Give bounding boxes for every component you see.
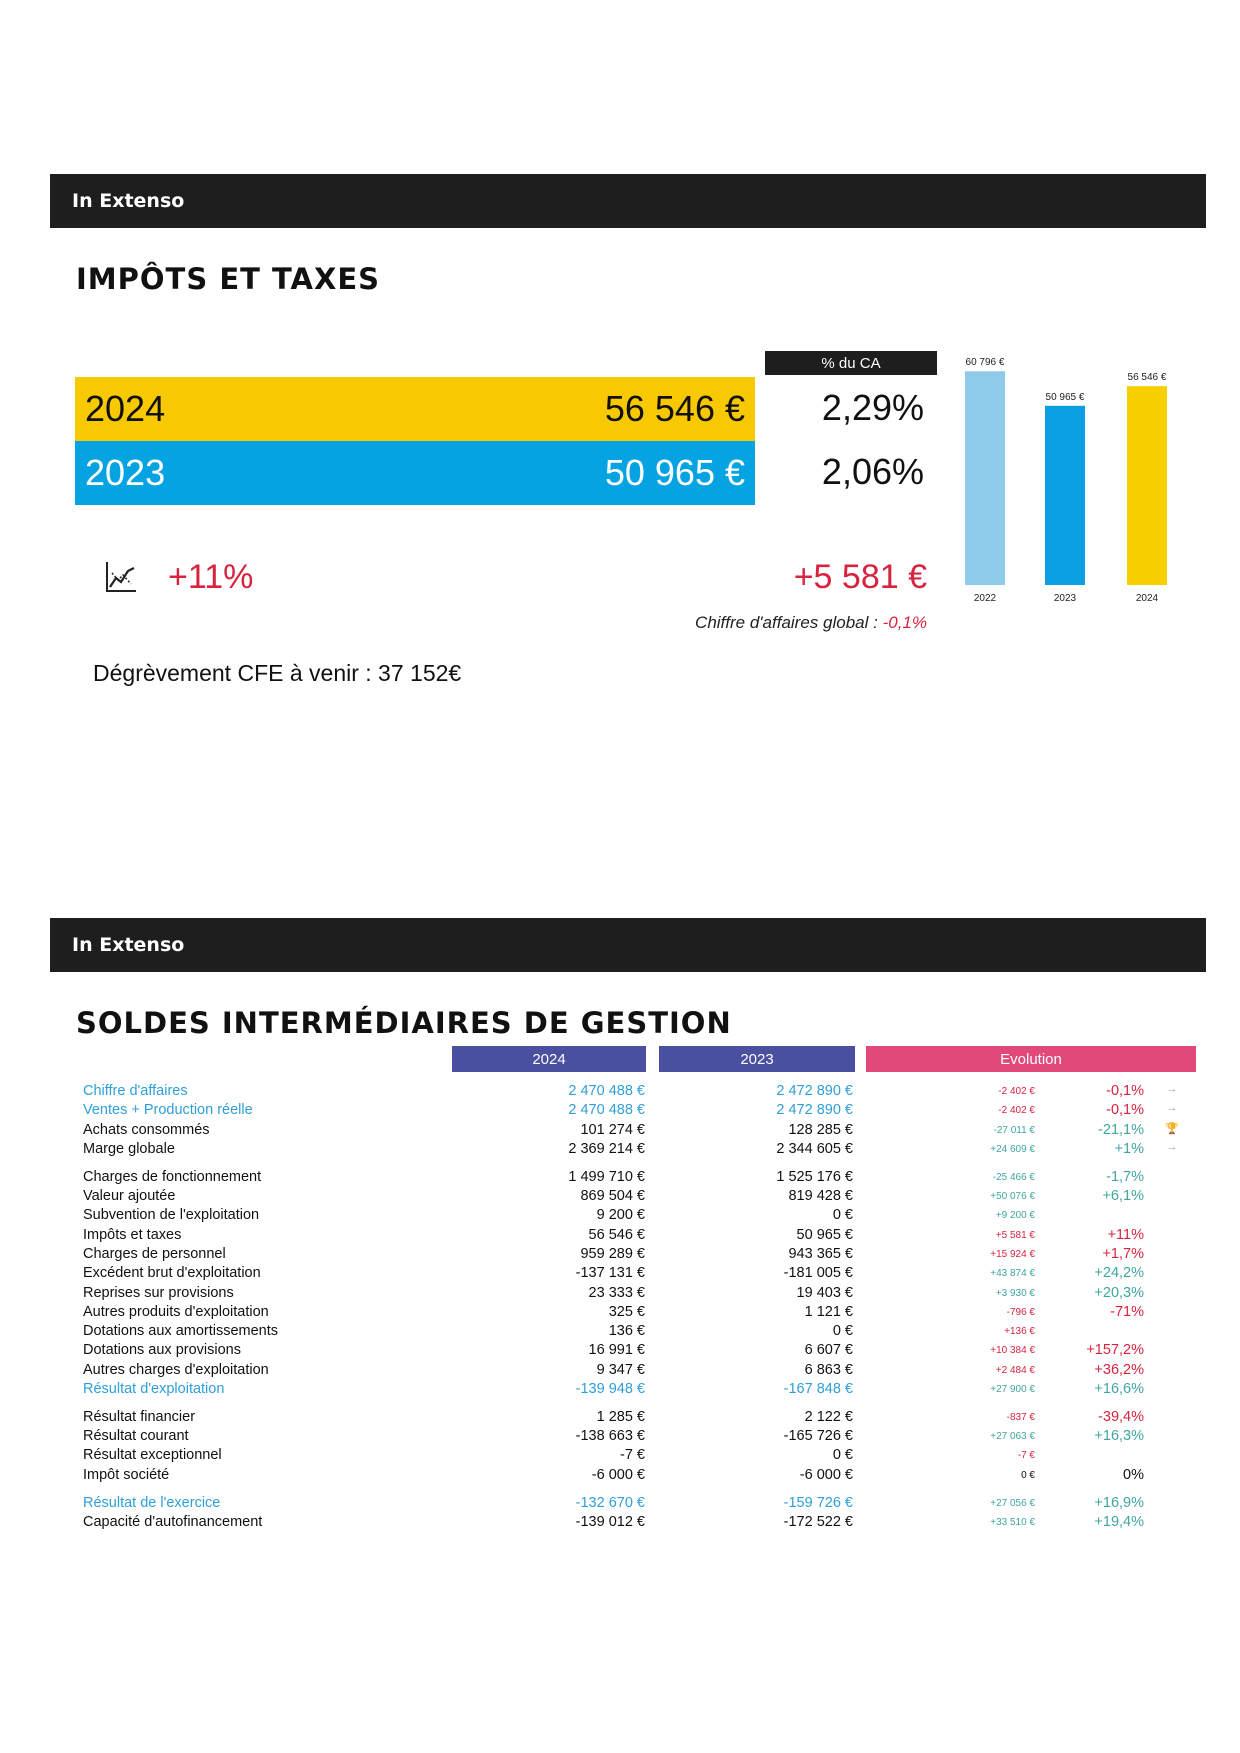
- table-row: [0, 1246, 1240, 1265]
- pct-ca-header: % du CA: [765, 351, 937, 375]
- bar-value-label: 56 546 €: [1127, 372, 1167, 384]
- evolution-amount: +9 200 €: [995, 1210, 1035, 1222]
- value-2024: 23 333 €: [588, 1284, 645, 1301]
- bar-2022: [965, 371, 1005, 585]
- evolution-amount: +24 609 €: [990, 1143, 1035, 1155]
- table-row: [0, 1188, 1240, 1207]
- year-bar-2023: [75, 441, 755, 505]
- evolution-amount: +50 076 €: [990, 1191, 1035, 1202]
- evolution-amount: +5 581 €: [793, 558, 927, 596]
- bar-2023: [1045, 406, 1085, 585]
- evolution-amount: -2 402 €: [998, 1086, 1035, 1097]
- table-row: [0, 1362, 1240, 1381]
- value-2024: 16 991 €: [588, 1342, 645, 1359]
- value-2024: 1 499 710 €: [568, 1168, 645, 1185]
- value-2024: -138 663 €: [575, 1428, 645, 1445]
- evolution-amount: -2 402 €: [998, 1105, 1035, 1117]
- year-amount: 50 965 €: [604, 452, 745, 493]
- ca-global-note: [560, 613, 927, 633]
- x-tick-label: 2022: [973, 593, 997, 604]
- table-row: [0, 1409, 1240, 1428]
- value-2023: 0 €: [832, 1323, 853, 1340]
- section-title-impots: IMPÔTS ET TAXES: [76, 262, 381, 296]
- ca-note-value: -0,1%: [882, 613, 927, 632]
- row-label: Résultat de l'exercice: [83, 1494, 221, 1511]
- value-2023: 819 428 €: [788, 1188, 853, 1204]
- value-2024: 9 200 €: [596, 1207, 645, 1224]
- value-2023: -181 005 €: [783, 1265, 853, 1282]
- value-2024: 9 347 €: [596, 1361, 645, 1378]
- value-2023: 2 472 890 €: [776, 1102, 853, 1119]
- evolution-percent: +24,2%: [1094, 1265, 1144, 1282]
- row-label: Dotations aux provisions: [83, 1342, 241, 1359]
- evolution-amount: +27 063 €: [990, 1431, 1035, 1443]
- evolution-amount: +3 930 €: [995, 1287, 1035, 1299]
- value-2023: 19 403 €: [796, 1284, 853, 1301]
- value-2023: 50 965 €: [796, 1226, 853, 1243]
- evolution-amount: +43 874 €: [990, 1268, 1035, 1280]
- evolution-percent: -21,1%: [1098, 1121, 1144, 1138]
- table-row: [0, 1102, 1240, 1121]
- value-2024: 325 €: [608, 1303, 645, 1320]
- x-tick-label: 2023: [1053, 593, 1077, 604]
- evolution-percent: -0,1%: [1106, 1083, 1144, 1099]
- col-header-2023: 2023: [659, 1046, 855, 1072]
- table-row: [0, 1323, 1240, 1342]
- row-label: Résultat courant: [83, 1428, 189, 1445]
- evolution-percent: -1,7%: [1106, 1168, 1144, 1185]
- line-chart-trend-icon: [104, 560, 138, 594]
- value-2023: 2 122 €: [804, 1408, 853, 1425]
- trend-arrow-icon: →: [1166, 1102, 1178, 1115]
- evolution-percent: -71%: [1110, 1303, 1144, 1320]
- section-title-sig: SOLDES INTERMÉDIAIRES DE GESTION: [76, 1006, 732, 1040]
- evolution-amount: +27 900 €: [990, 1384, 1035, 1395]
- table-row: [0, 1428, 1240, 1447]
- table-row: [0, 1304, 1240, 1323]
- value-2023: 6 607 €: [804, 1342, 853, 1359]
- evolution-percent: 0%: [1123, 1466, 1144, 1483]
- row-label: Achats consommés: [83, 1121, 210, 1138]
- row-label: Résultat financier: [83, 1408, 196, 1425]
- value-2023: -167 848 €: [783, 1381, 853, 1397]
- evolution-amount: +136 €: [1004, 1326, 1035, 1338]
- row-label: Marge globale: [83, 1140, 175, 1157]
- evolution-amount: +27 056 €: [990, 1497, 1035, 1509]
- x-tick-label: 2024: [1135, 593, 1159, 604]
- evolution-percent: +16,9%: [1094, 1494, 1144, 1511]
- col-header-evolution: Evolution: [866, 1046, 1196, 1072]
- value-2024: 2 470 488 €: [568, 1083, 645, 1099]
- value-2023: 943 365 €: [788, 1245, 853, 1262]
- row-label: Valeur ajoutée: [83, 1188, 176, 1204]
- evolution-percent: -39,4%: [1098, 1408, 1144, 1425]
- value-2024: 1 285 €: [596, 1408, 645, 1425]
- table-row: [0, 1227, 1240, 1246]
- row-label: Résultat exceptionnel: [83, 1447, 222, 1464]
- section-banner-sig: In Extenso: [50, 918, 1206, 972]
- row-label: Autres charges d'exploitation: [83, 1361, 269, 1378]
- row-label: Charges de fonctionnement: [83, 1168, 262, 1185]
- row-label: Reprises sur provisions: [83, 1284, 234, 1301]
- value-2024: 2 470 488 €: [568, 1102, 645, 1119]
- evolution-percent: +157,2%: [1086, 1342, 1144, 1359]
- value-2023: -159 726 €: [783, 1494, 853, 1511]
- table-row: [0, 1265, 1240, 1284]
- evolution-amount: -25 466 €: [992, 1171, 1035, 1183]
- evolution-amount: +15 924 €: [990, 1248, 1035, 1260]
- row-label: Excédent brut d'exploitation: [83, 1265, 261, 1282]
- impots-bar-chart: [950, 345, 1205, 610]
- evolution-amount: +2 484 €: [995, 1364, 1035, 1376]
- table-row: [0, 1285, 1240, 1304]
- evolution-percent: +20,3%: [1094, 1284, 1144, 1301]
- value-2024: -6 000 €: [591, 1466, 645, 1483]
- trend-arrow-icon: →: [1166, 1083, 1178, 1095]
- evolution-percent: +11%: [1107, 1226, 1144, 1243]
- table-row: [0, 1447, 1240, 1466]
- evolution-amount: +33 510 €: [990, 1516, 1035, 1528]
- row-label: Résultat d'exploitation: [83, 1381, 225, 1397]
- value-2023: 6 863 €: [804, 1361, 853, 1378]
- evolution-percent: +6,1%: [1102, 1188, 1144, 1204]
- value-2024: -7 €: [620, 1447, 645, 1464]
- value-2023: 1 525 176 €: [776, 1168, 853, 1185]
- bar-2024: [1127, 386, 1167, 585]
- table-row: [0, 1207, 1240, 1226]
- value-2024: 56 546 €: [588, 1226, 645, 1243]
- pct-ca-2023: 2,06%: [821, 451, 924, 492]
- trend-arrow-icon: →: [1166, 1140, 1178, 1153]
- value-2024: -139 948 €: [575, 1381, 645, 1397]
- value-2024: 959 289 €: [580, 1245, 645, 1262]
- value-2023: 2 472 890 €: [776, 1083, 853, 1099]
- year-label: 2023: [85, 452, 166, 493]
- table-row: [0, 1141, 1240, 1160]
- section-banner-impots: In Extenso: [50, 174, 1206, 228]
- evolution-amount: +10 384 €: [990, 1345, 1035, 1357]
- year-bar-2024: [75, 377, 755, 441]
- value-2023: 2 344 605 €: [776, 1140, 853, 1157]
- row-label: Subvention de l'exploitation: [83, 1207, 260, 1224]
- table-row: [0, 1467, 1240, 1486]
- value-2023: 0 €: [832, 1447, 853, 1464]
- row-label: Impôts et taxes: [83, 1226, 182, 1243]
- evolution-amount: -27 011 €: [993, 1124, 1035, 1136]
- value-2024: -137 131 €: [575, 1265, 645, 1282]
- evolution-percent: +1,7%: [1102, 1245, 1144, 1262]
- table-row: [0, 1514, 1240, 1533]
- evolution-amount: +5 581 €: [995, 1229, 1035, 1241]
- value-2024: -139 012 €: [575, 1513, 645, 1530]
- evolution-percent: +1%: [1114, 1140, 1144, 1157]
- evolution-percent: -0,1%: [1106, 1102, 1144, 1119]
- row-label: Impôt société: [83, 1466, 170, 1483]
- value-2023: 128 285 €: [788, 1121, 853, 1138]
- row-label: Autres produits d'exploitation: [83, 1303, 269, 1320]
- col-header-2024: 2024: [452, 1046, 646, 1072]
- value-2023: -165 726 €: [783, 1428, 853, 1445]
- row-label: Dotations aux amortissements: [83, 1323, 279, 1340]
- year-label: 2024: [85, 388, 166, 429]
- value-2023: 0 €: [832, 1207, 853, 1224]
- table-row: [0, 1083, 1240, 1102]
- value-2024: -132 670 €: [575, 1494, 645, 1511]
- year-amount: 56 546 €: [604, 388, 745, 429]
- table-row: [0, 1495, 1240, 1514]
- table-row: [0, 1381, 1240, 1400]
- row-label: Ventes + Production réelle: [83, 1102, 253, 1119]
- value-2023: -6 000 €: [799, 1466, 853, 1483]
- evolution-amount: 0 €: [1021, 1469, 1035, 1481]
- evolution-percent: +19,4%: [1094, 1513, 1144, 1530]
- evolution-percent: +36,2%: [1094, 1361, 1144, 1378]
- evolution-percent: +16,3%: [1094, 1428, 1144, 1445]
- evolution-percent: +11%: [168, 558, 254, 596]
- bar-value-label: 60 796 €: [965, 357, 1005, 369]
- value-2023: 1 121 €: [804, 1303, 853, 1320]
- value-2023: -172 522 €: [783, 1513, 853, 1530]
- value-2024: 101 274 €: [580, 1121, 645, 1138]
- value-2024: 2 369 214 €: [568, 1140, 645, 1157]
- value-2024: 869 504 €: [580, 1188, 645, 1204]
- row-label: Charges de personnel: [83, 1245, 226, 1262]
- evolution-amount: -796 €: [1006, 1306, 1035, 1318]
- table-row: [0, 1122, 1240, 1141]
- evolution-amount: -837 €: [1006, 1411, 1035, 1423]
- row-label: Capacité d'autofinancement: [83, 1513, 263, 1530]
- pct-ca-2024: 2,29%: [821, 387, 924, 428]
- evolution-amount: -7 €: [1017, 1450, 1035, 1462]
- degrevement-cfe-note: Dégrèvement CFE à venir : 37 152€: [93, 660, 462, 686]
- table-row: [0, 1169, 1240, 1188]
- row-label: Chiffre d'affaires: [83, 1083, 188, 1099]
- bar-value-label: 50 965 €: [1045, 391, 1085, 403]
- trend-arrow-icon: 🏆: [1165, 1122, 1179, 1135]
- table-row: [0, 1342, 1240, 1361]
- evolution-percent: +16,6%: [1094, 1381, 1144, 1397]
- ca-note-label: Chiffre d'affaires global :: [695, 613, 878, 632]
- value-2024: 136 €: [608, 1323, 645, 1340]
